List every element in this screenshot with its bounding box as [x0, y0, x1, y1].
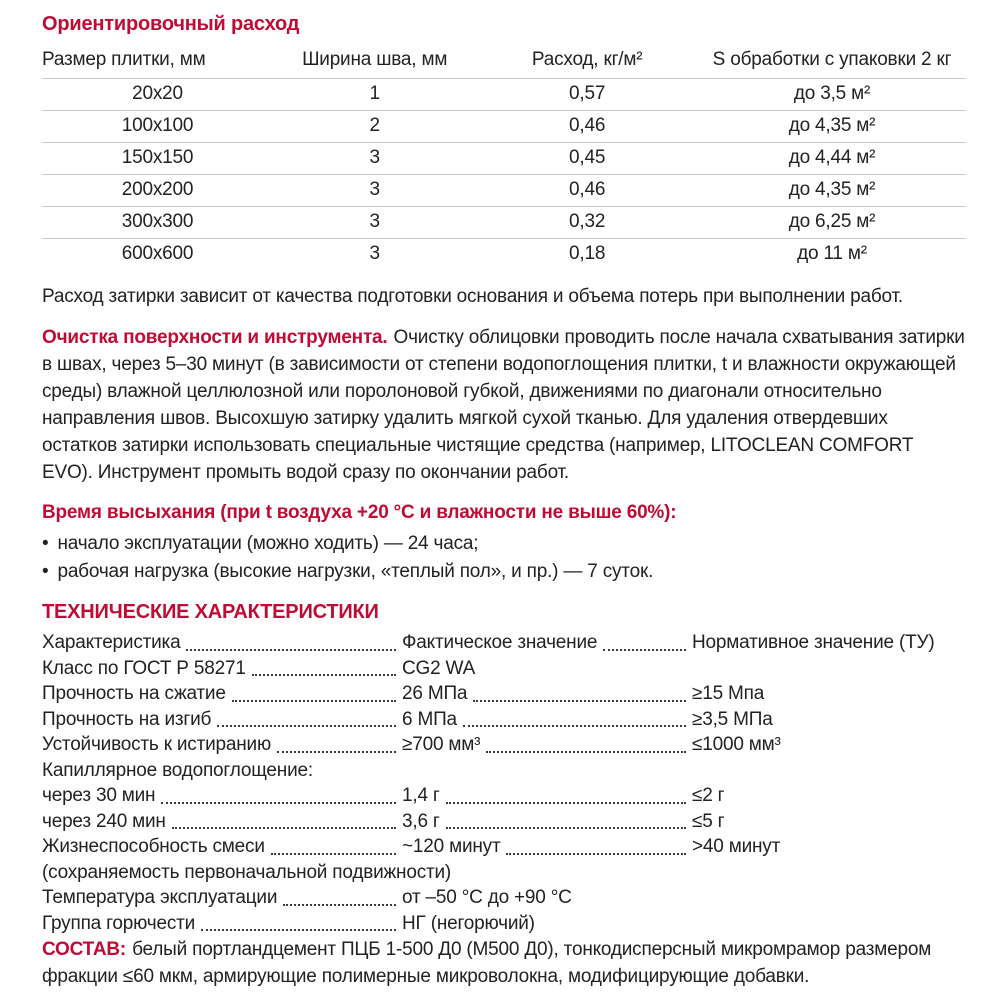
- dotted-leader: [161, 802, 396, 804]
- tech-label: Характеристика: [42, 632, 181, 653]
- dotted-leader: [463, 725, 686, 727]
- dotted-leader: [232, 700, 396, 702]
- tech-label: через 30 мин: [42, 785, 156, 806]
- drying-list: [42, 530, 966, 586]
- tech-row: [42, 656, 966, 682]
- dotted-leader: [201, 929, 396, 931]
- table-cell: 0,18: [476, 238, 698, 270]
- table-row: [42, 142, 966, 174]
- consumption-title: Ориентировочный расход: [42, 13, 300, 35]
- tech-value: 3,6 г: [402, 810, 440, 832]
- composition-paragraph: [42, 936, 966, 990]
- table-cell: до 4,44 м²: [698, 142, 966, 174]
- tech-label: Класс по ГОСТ Р 58271: [42, 657, 246, 679]
- tech-value: CG2 WA: [402, 657, 476, 679]
- tech-value: 1,4 г: [402, 785, 440, 806]
- table-cell: 3: [273, 206, 476, 238]
- tech-label: через 240 мин: [42, 810, 166, 832]
- dotted-leader: [486, 751, 686, 753]
- table-cell: 2: [273, 110, 476, 142]
- column-header-consumption: Расход, кг/м²: [531, 48, 643, 70]
- cleaning-paragraph: [42, 324, 966, 486]
- tech-value: 26 МПа: [402, 683, 468, 704]
- table-cell: до 4,35 м²: [698, 174, 966, 206]
- bullet-icon: •: [42, 533, 49, 554]
- table-cell: до 4,35 м²: [698, 110, 966, 142]
- tech-plain-row: Капиллярное водопоглощение:: [42, 759, 313, 781]
- tech-list: [42, 630, 966, 936]
- dotted-leader: [446, 802, 686, 804]
- consumption-note: Расход затирки зависит от качества подготовки основания и объема потерь при выполнении работ.: [42, 286, 903, 307]
- tech-title: ТЕХНИЧЕСКИЕ ХАРАКТЕРИСТИКИ: [42, 601, 379, 623]
- table-cell: 3: [273, 142, 476, 174]
- table-cell: 3: [273, 238, 476, 270]
- dotted-leader: [172, 827, 396, 829]
- tech-value: 6 МПа: [402, 708, 457, 730]
- tech-norm: Нормативное значение (ТУ): [692, 632, 935, 653]
- tech-label: Устойчивость к истиранию: [42, 734, 272, 755]
- dotted-leader: [446, 827, 686, 829]
- composition-body: белый портландцемент ПЦБ 1-500 Д0 (М500 Д0), тонкодисперсный микромрамор размером фракции ≤60 мкм, армирующие полимерные микроволокна, модифицирующие добавки.: [42, 939, 932, 987]
- consumption-table: [42, 46, 966, 270]
- table-cell: 300x300: [42, 206, 273, 238]
- column-header-tile-size: Размер плитки, мм: [42, 48, 206, 70]
- table-row: [42, 238, 966, 270]
- bullet-icon: •: [42, 561, 49, 582]
- list-item-text: рабочая нагрузка (высокие нагрузки, «теплый пол», и пр.) — 7 суток.: [57, 561, 654, 582]
- table-cell: до 3,5 м²: [698, 78, 966, 110]
- dotted-leader: [271, 853, 396, 855]
- tech-row: [42, 783, 966, 809]
- list-item: [42, 558, 966, 586]
- consumption-table-body: [42, 78, 966, 270]
- dotted-leader: [506, 853, 686, 855]
- table-header-row: [42, 46, 966, 78]
- column-header-joint-width: Ширина шва, мм: [302, 48, 448, 70]
- tech-value: ~120 минут: [402, 836, 501, 857]
- list-item: [42, 530, 966, 558]
- table-cell: 0,32: [476, 206, 698, 238]
- dotted-leader: [283, 904, 396, 906]
- tech-value: НГ (негорючий): [402, 912, 535, 934]
- cleaning-body: Очистку облицовки проводить после начала схватывания затирки в швах, через 5–30 минут (в зависимости от степени водопоглощения плитки, t и влажности окружающей среды) влажной целлюлозной или поролоновой губкой, движениями по диагонали относительно направления швов. Высохшую затирку удалить мягкой сухой тканью. Для удаления отвердевших остатков затирки использовать специальные чистящие средства (например, LITOCLEAN COMFORT EVO). Инструмент промыть водой сразу по окончании работ.: [42, 327, 965, 483]
- table-row: [42, 110, 966, 142]
- table-cell: 150x150: [42, 142, 273, 174]
- table-cell: 200x200: [42, 174, 273, 206]
- tech-label: Жизнеспособность смеси: [42, 836, 265, 857]
- dotted-leader: [252, 674, 396, 676]
- table-cell: до 6,25 м²: [698, 206, 966, 238]
- tech-norm: ≤5 г: [692, 810, 725, 832]
- table-cell: 0,45: [476, 142, 698, 174]
- tech-norm: >40 минут: [692, 836, 781, 857]
- tech-label: Группа горючести: [42, 912, 196, 934]
- tech-row: [42, 885, 966, 911]
- table-cell: 100x100: [42, 110, 273, 142]
- tech-norm: ≤2 г: [692, 785, 725, 806]
- tech-label: Температура эксплуатации: [42, 887, 278, 908]
- table-cell: 20x20: [42, 78, 273, 110]
- table-row: [42, 174, 966, 206]
- dotted-leader: [186, 649, 396, 651]
- dotted-leader: [473, 700, 686, 702]
- table-row: [42, 78, 966, 110]
- tech-value: от –50 °С до +90 °С: [402, 887, 572, 908]
- tech-value: ≥700 мм³: [402, 734, 481, 755]
- tech-norm: ≤1000 мм³: [692, 734, 781, 755]
- table-cell: 600x600: [42, 238, 273, 270]
- tech-row: [42, 834, 966, 860]
- table-cell: 0,57: [476, 78, 698, 110]
- drying-title: Время высыхания (при t воздуха +20 °С и влажности не выше 60%):: [42, 502, 677, 523]
- cleaning-lead: Очистка поверхности и инструмента.: [42, 327, 388, 348]
- dotted-leader: [217, 725, 396, 727]
- tech-row: [42, 911, 966, 937]
- table-cell: 0,46: [476, 174, 698, 206]
- table-cell: 0,46: [476, 110, 698, 142]
- dotted-leader: [277, 751, 396, 753]
- tech-row: [42, 630, 966, 656]
- table-row: [42, 206, 966, 238]
- tech-norm: ≥15 Мпа: [692, 683, 765, 704]
- tech-norm: ≥3,5 МПа: [692, 708, 773, 730]
- tech-value: Фактическое значение: [402, 632, 598, 653]
- table-cell: до 11 м²: [698, 238, 966, 270]
- tech-label: Прочность на изгиб: [42, 708, 212, 730]
- tech-label: Прочность на сжатие: [42, 683, 226, 704]
- tech-row: [42, 707, 966, 733]
- tech-row: [42, 809, 966, 835]
- tech-plain-row: (сохраняемость первоначальной подвижности): [42, 861, 452, 883]
- column-header-coverage: S обработки с упаковки 2 кг: [712, 48, 952, 70]
- composition-lead: СОСТАВ:: [42, 939, 127, 960]
- table-cell: 3: [273, 174, 476, 206]
- table-cell: 1: [273, 78, 476, 110]
- dotted-leader: [603, 649, 686, 651]
- tech-row: [42, 732, 966, 758]
- list-item-text: начало эксплуатации (можно ходить) — 24 часа;: [57, 533, 479, 554]
- tech-row: [42, 681, 966, 707]
